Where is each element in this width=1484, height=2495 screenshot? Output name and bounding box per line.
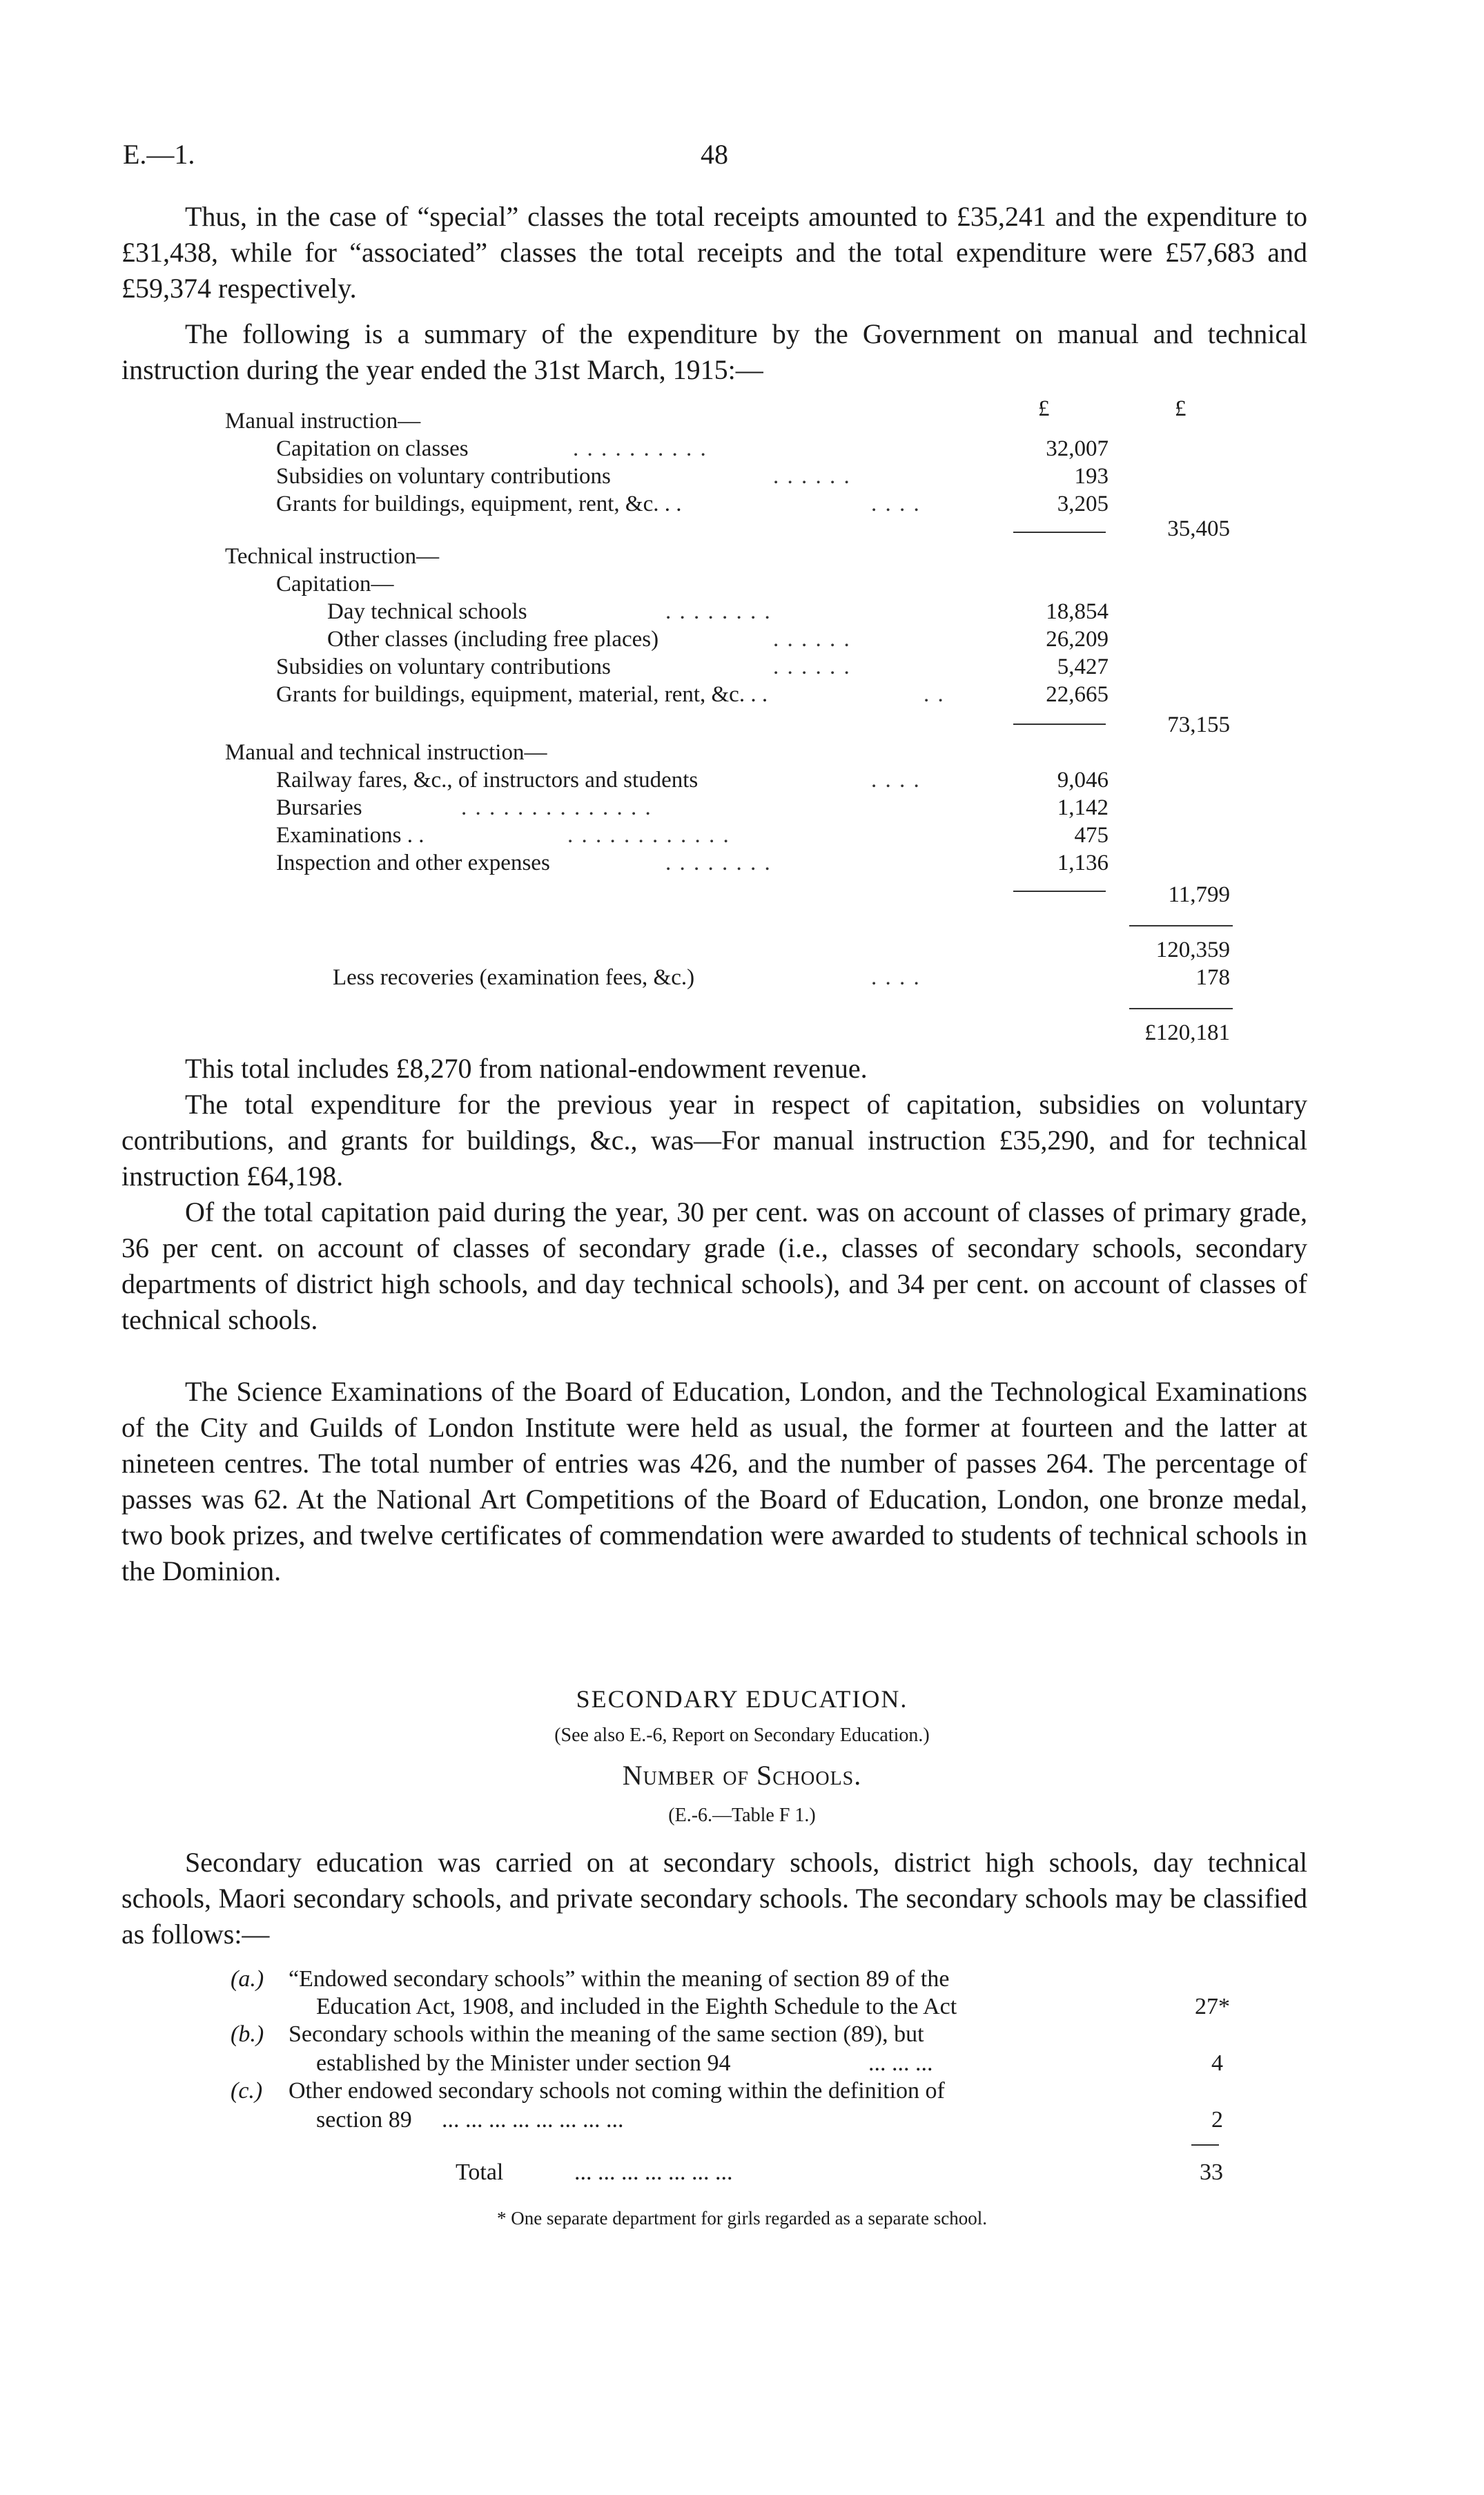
row-value: 26,209 bbox=[1046, 627, 1109, 652]
row-value: 22,665 bbox=[1046, 682, 1109, 707]
total-label: Total bbox=[456, 2159, 504, 2185]
subtotal-technical: 73,155 bbox=[1167, 712, 1230, 737]
table-row bbox=[0, 681, 1484, 708]
leader-dots: . . . . . . bbox=[773, 464, 851, 489]
row-label: Other classes (including free places) bbox=[327, 627, 659, 652]
table-row bbox=[0, 849, 1484, 877]
table-row bbox=[0, 490, 1484, 518]
total-value: 33 bbox=[1200, 2159, 1223, 2185]
item-text: “Endowed secondary schools” within the meaning of section 89 of the bbox=[289, 1966, 950, 1992]
item-text: Education Act, 1908, and included in the Eighth Schedule to the Act bbox=[316, 1994, 957, 2019]
section-title-secondary: SECONDARY EDUCATION. bbox=[576, 1685, 908, 1713]
total-rule bbox=[1129, 1008, 1233, 1009]
item-text: section 89 bbox=[316, 2107, 412, 2133]
paragraph-summary-intro: The following is a summary of the expenditure by the Government on manual and technical instruction during the year ended the 31st March, 1915:— bbox=[121, 318, 1307, 385]
table-row bbox=[0, 598, 1484, 625]
section-heading-technical: Technical instruction— bbox=[225, 544, 440, 569]
item-text: Secondary schools within the meaning of the same section (89), but bbox=[289, 2021, 924, 2047]
table-row bbox=[0, 794, 1484, 822]
leader-dots: . . . . . . . . . . . . bbox=[567, 823, 730, 848]
row-label: Subsidies on voluntary contributions bbox=[276, 464, 611, 489]
row-value: 18,854 bbox=[1046, 599, 1109, 624]
table-row bbox=[0, 625, 1484, 653]
item-letter: (a.) bbox=[231, 1966, 264, 1992]
subtotal-manual: 35,405 bbox=[1167, 516, 1230, 541]
item-value: 4 bbox=[1211, 2050, 1223, 2076]
row-label: Less recoveries (examination fees, &c.) bbox=[333, 965, 695, 990]
row-value: 5,427 bbox=[1057, 654, 1109, 679]
item-value: 2 bbox=[1211, 2107, 1223, 2133]
row-value: 193 bbox=[1074, 464, 1109, 489]
leader-dots: . . . . bbox=[871, 492, 921, 516]
row-value: 1,142 bbox=[1057, 795, 1109, 820]
leader-dots: ... ... ... ... ... ... ... ... bbox=[442, 2107, 624, 2133]
item-text: Other endowed secondary schools not coming within the definition of bbox=[289, 2078, 945, 2104]
leader-dots: ... ... ... ... ... ... ... bbox=[574, 2159, 733, 2185]
total-rule bbox=[1129, 925, 1233, 926]
paragraph-previous-year: The total expenditure for the previous year in respect of capitation, subsidies on voluntary contributions, and grants for buildings, &c., was—For manual instruction £35,290, and for technical instruction £64,198. bbox=[121, 1089, 1307, 1192]
row-label: Bursaries bbox=[276, 795, 362, 820]
section-subtitle: Number of Schools. bbox=[622, 1760, 862, 1791]
table-row-less-recoveries bbox=[0, 964, 1484, 991]
item-letter: (c.) bbox=[231, 2078, 263, 2104]
page-number: 48 bbox=[701, 139, 728, 170]
table-row bbox=[0, 822, 1484, 849]
leader-dots: . . bbox=[924, 682, 945, 707]
subtotal-manual-technical: 11,799 bbox=[1168, 882, 1230, 907]
row-value: 1,136 bbox=[1057, 851, 1109, 875]
leader-dots: . . . . . . . . . . bbox=[573, 436, 707, 461]
table-row bbox=[0, 463, 1484, 490]
row-label: Capitation on classes bbox=[276, 436, 469, 461]
leader-dots: . . . . . . bbox=[773, 627, 851, 652]
row-value: 9,046 bbox=[1057, 768, 1109, 793]
subheading-capitation: Capitation— bbox=[276, 572, 394, 596]
item-text: established by the Minister under section 94 bbox=[316, 2050, 731, 2076]
table-row bbox=[0, 653, 1484, 681]
item-letter: (b.) bbox=[231, 2021, 264, 2047]
row-value: 475 bbox=[1074, 823, 1109, 848]
gross-total: 120,359 bbox=[1155, 938, 1230, 962]
document-reference: E.—1. bbox=[123, 139, 195, 170]
row-label: Grants for buildings, equipment, material, rent, &c. . . bbox=[276, 682, 768, 707]
item-value: 27* bbox=[1195, 1994, 1230, 2019]
paragraph-secondary-intro: Secondary education was carried on at secondary schools, district high schools, day technical schools, Maori secondary schools, and private secondary schools. The secondary schools may be classified as follows:— bbox=[121, 1847, 1307, 1950]
leader-dots: . . . . bbox=[871, 965, 921, 990]
paragraph-examinations: The Science Examinations of the Board of Education, London, and the Technological Examinations of the City and Guilds of London Institute were held as usual, the former at fourteen and the latter at nineteen centres. The total number of entries was 426, and the number of passes 264. The percentage of passes was 62. At the National Art Competitions of the Board of Education, London, one bronze medal, two book prizes, and twelve certificates of commendation were awarded to students of technical schools in the Dominion. bbox=[121, 1376, 1307, 1586]
section-subnote: (E.-6.—Table F 1.) bbox=[668, 1805, 816, 1826]
leader-dots: ... ... ... bbox=[868, 2050, 933, 2076]
net-total: £120,181 bbox=[1144, 1020, 1230, 1045]
row-label: Grants for buildings, equipment, rent, &c. . . bbox=[276, 492, 682, 516]
section-heading-manual-technical: Manual and technical instruction— bbox=[225, 740, 547, 765]
row-value: 32,007 bbox=[1046, 436, 1109, 461]
row-label: Subsidies on voluntary contributions bbox=[276, 654, 611, 679]
currency-header-col2: £ bbox=[1175, 396, 1187, 421]
leader-dots: . . . . . . . . bbox=[665, 851, 772, 875]
row-value: 178 bbox=[1195, 965, 1230, 990]
paragraph-special-classes: Thus, in the case of “special” classes the total receipts amounted to £35,241 and the expenditure to £31,438, while for “associated” classes the total receipts and the total expenditure were £57,683 and £59,374 respectively. bbox=[121, 201, 1307, 304]
leader-dots: . . . . bbox=[871, 768, 921, 793]
currency-header-col1: £ bbox=[1038, 396, 1050, 421]
section-heading-manual: Manual instruction— bbox=[225, 409, 421, 434]
row-label: Examinations . . bbox=[276, 823, 424, 848]
paragraph-capitation-breakdown: Of the total capitation paid during the year, 30 per cent. was on account of classes of primary grade, 36 per cent. on account of classes of secondary grade (i.e., classes of secondary schools, secondary departments of district high schools, and day technical schools), and 34 per cent. on account of classes of technical schools. bbox=[121, 1196, 1307, 1335]
footnote: * One separate department for girls regarded as a separate school. bbox=[497, 2208, 987, 2229]
table-row bbox=[0, 435, 1484, 463]
total-rule bbox=[1191, 2144, 1219, 2146]
row-label: Railway fares, &c., of instructors and students bbox=[276, 768, 699, 793]
paragraph-endowment-revenue: This total includes £8,270 from national-endowment revenue. bbox=[185, 1053, 868, 1084]
leader-dots: . . . . . . . . . . . . . . bbox=[461, 795, 652, 820]
row-label: Inspection and other expenses bbox=[276, 851, 550, 875]
table-row bbox=[0, 766, 1484, 794]
leader-dots: . . . . . . . . bbox=[665, 599, 772, 624]
section-note: (See also E.-6, Report on Secondary Education.) bbox=[554, 1725, 930, 1746]
row-value: 3,205 bbox=[1057, 492, 1109, 516]
row-label: Day technical schools bbox=[327, 599, 527, 624]
leader-dots: . . . . . . bbox=[773, 654, 851, 679]
